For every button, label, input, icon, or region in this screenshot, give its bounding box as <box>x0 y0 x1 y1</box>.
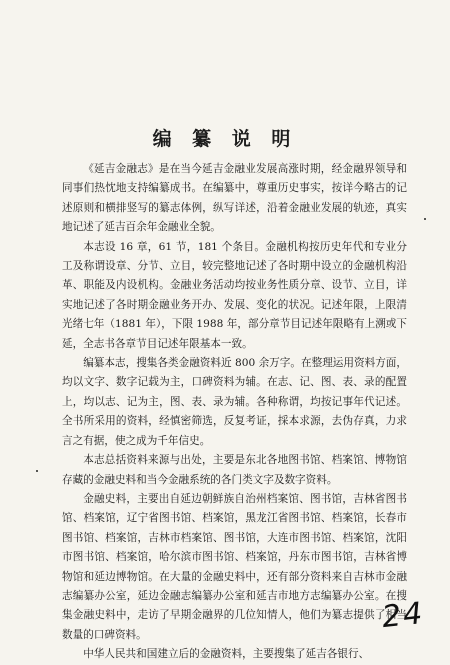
paragraph: 本志总括资料来源与出处，主要是东北各地图书馆、档案馆、博物馆存藏的金融史料和当今金融系统的各门类文字及数字资料。 <box>62 454 407 486</box>
scan-speck <box>36 470 38 472</box>
paragraph: 编纂本志，搜集各类金融资料近 800 余万字。在整理运用资料方面，均以文字、数字记载为主，口碑资料为辅。在志、记、图、表、录的配置上，均以志、记为主，图、表、录为辅。各种称谓，均按记事年代记述。全书所采用的资料，经慎密筛选，反复考证，採本求源，去伪存真，力求言之有据，使之成为千年信史。 <box>62 357 407 447</box>
paragraph: 《延吉金融志》是在当今延吉金融业发展高涨时期，经金融界领导和同事们热忱地支持编纂成书。在编纂中，尊重历史事实，按详今略古的记述原则和横排竖写的纂志体例，纵写详述，沿着金融业发展的轨迹，真实地记述了延吉百余年金融业全貌。 <box>62 163 407 234</box>
paragraph: 本志设 16 章，61 节，181 个条目。金融机构按历史年代和专业分工及称谓设章、分节、立目，较完整地记述了各时期中设立的金融机构沿革、职能及内设机构。金融业务活动均按业务性质分章、设节、立目，详实地记述了各时期金融业务开办、发展、变化的状况。记述年限，上限清光绪七年（1881 年），下限 1988 年，部分章节目记述年限略有上溯或下延，全志书各章节目记述年限基本一致。 <box>62 240 407 350</box>
paragraph: 金融史料，主要出自延边朝鲜族自治州档案馆、图书馆，吉林省图书馆、档案馆，辽宁省图书馆、档案馆，黑龙江省图书馆、档案馆，长春市图书馆、档案馆，吉林市档案馆、图书馆，大连市图书馆、档案馆，沈阳市图书馆、档案馆，哈尔滨市图书馆、档案馆，丹东市图书馆，吉林省博物馆和延边博物馆。在大量的金融史料中，还有部分资料来自吉林市金融志编纂办公室，延边金融志编纂办公室和延吉市地方志编纂办公室。在搜集金融史料中，走访了早期金融界的几位知情人，他们为纂志提供了相当数量的口碑资料。 <box>62 492 407 641</box>
handwritten-page-number: 24 <box>380 595 426 636</box>
page-title: 编 纂 说 明 <box>152 128 298 150</box>
body-text <box>62 160 407 665</box>
scan-speck <box>424 218 426 220</box>
paragraph: 中华人民共和国建立后的金融资料，主要搜集了延吉各银行、 <box>83 648 370 661</box>
